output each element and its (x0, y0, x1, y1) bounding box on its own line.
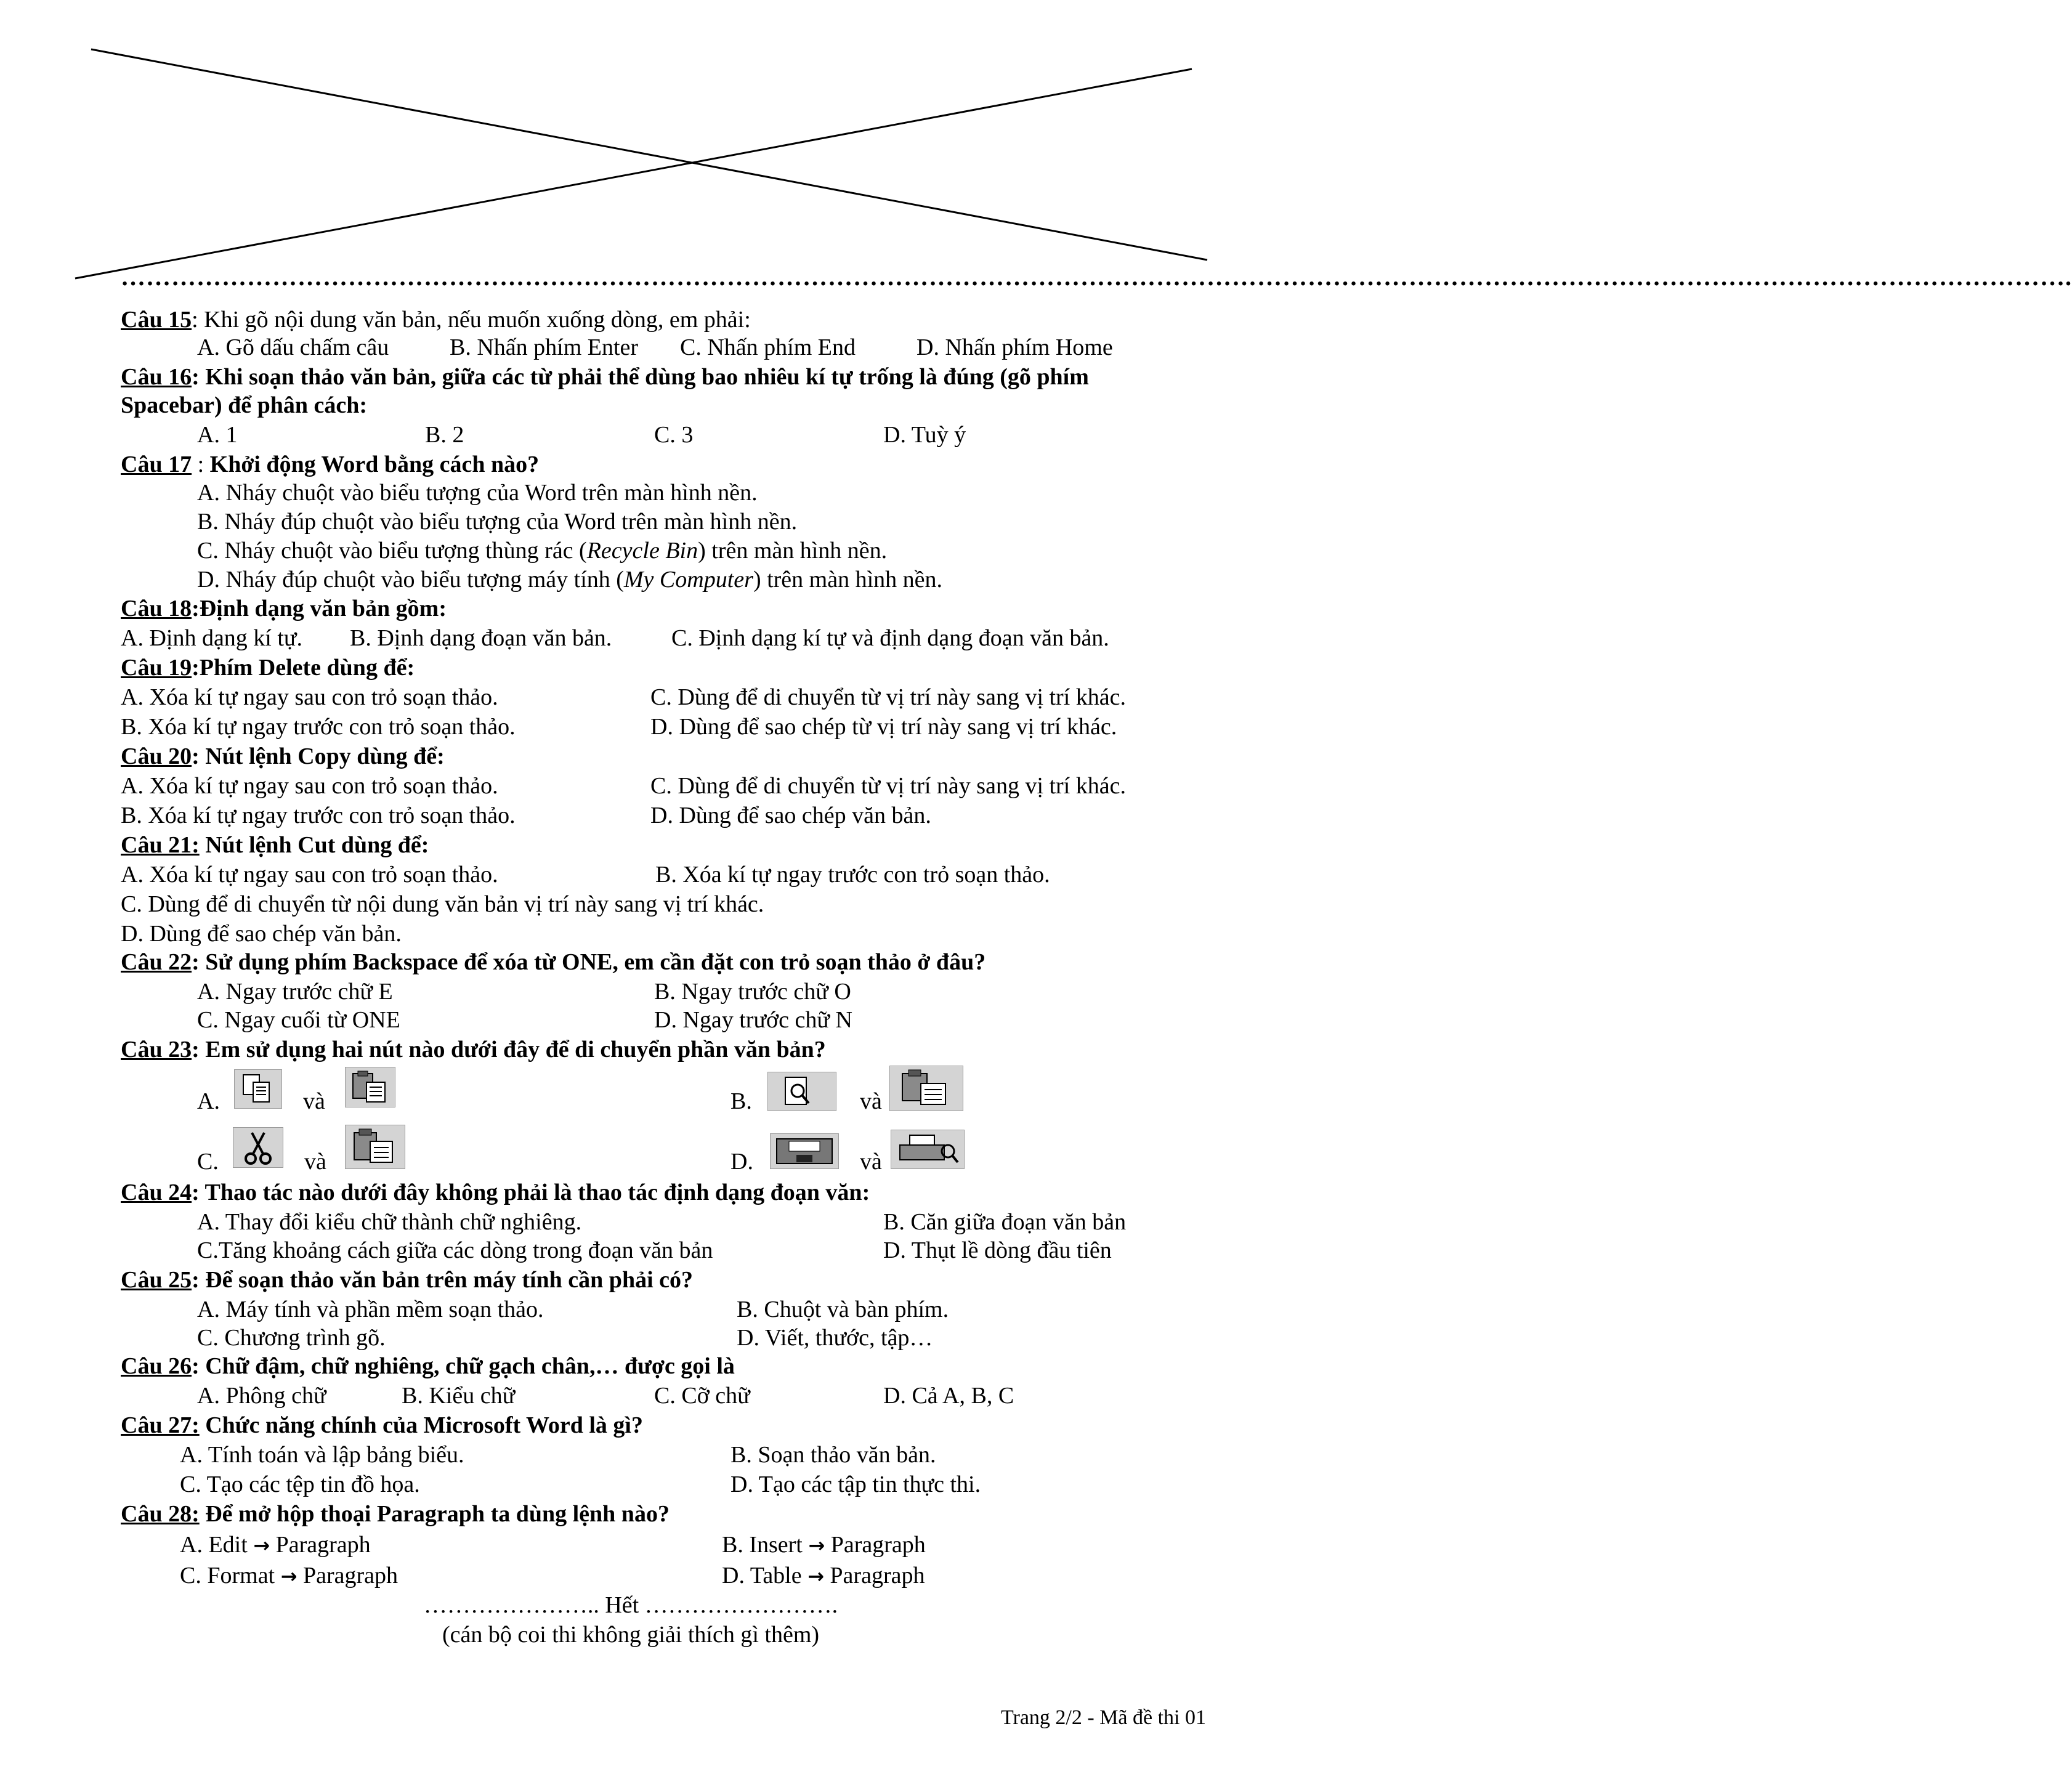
question-text: : Khi soạn thảo văn bản, giữa các từ phải thể dùng bao nhiêu kí tự trống là đúng (gõ phím (192, 364, 1089, 390)
question-text: Khởi động Word bằng cách nào? (209, 451, 540, 477)
q15-option-d: D. Nhấn phím Home (917, 334, 1113, 360)
q18-option-a: A. Định dạng kí tự. (121, 625, 303, 651)
cross-line-2 (75, 69, 1192, 278)
q25-option-a: A. Máy tính và phần mềm soạn thảo. (197, 1297, 544, 1322)
crossed-out-area (0, 0, 2072, 296)
q15-option-b: B. Nhấn phím Enter (450, 334, 639, 360)
question-17 (121, 451, 539, 478)
question-28 (121, 1500, 670, 1528)
q28-option-c (180, 1562, 398, 1590)
question-text: : Nút lệnh Copy dùng để: (192, 743, 445, 769)
question-text: : Thao tác nào dưới đây không phải là thao tác định dạng đoạn văn: (192, 1180, 870, 1205)
question-label: Câu 21: (121, 832, 200, 858)
question-text: : Sử dụng phím Backspace để xóa từ ONE, em cần đặt con trỏ soạn thảo ở đâu? (192, 949, 986, 975)
question-label: Câu 24 (121, 1180, 192, 1205)
question-label: Câu 15 (121, 307, 192, 333)
option-text: B. Insert (722, 1532, 809, 1558)
q26-option-d: D. Cả A, B, C (883, 1383, 1014, 1409)
separator: : (192, 451, 210, 477)
and-text: và (860, 1088, 882, 1114)
q27-option-b: B. Soạn thảo văn bản. (730, 1442, 936, 1468)
q19-option-d: D. Dùng để sao chép từ vị trí này sang vị trí khác. (650, 714, 1117, 740)
q27-option-d: D. Tạo các tập tin thực thi. (730, 1471, 981, 1497)
q25-option-b: B. Chuột và bàn phím. (737, 1297, 949, 1322)
q24-option-b: B. Căn giữa đoạn văn bản (883, 1209, 1127, 1235)
and-text: và (304, 1149, 326, 1175)
q21-option-a: A. Xóa kí tự ngay sau con trỏ soạn thảo. (121, 862, 498, 888)
page-footer: Trang 2/2 - Mã đề thi 01 (1000, 1706, 1206, 1729)
print-preview-icon (767, 1072, 836, 1111)
q17-option-c (197, 537, 887, 564)
question-label: Câu 19 (121, 655, 192, 681)
q18-option-c: C. Định dạng kí tự và định dạng đoạn văn bản. (671, 625, 1109, 651)
question-text: : Để soạn thảo văn bản trên máy tính cần phải có? (192, 1267, 693, 1293)
dotted-separator: ……………………………………………………………………………………………………………………………………………………………………………………………………………. (121, 263, 2072, 291)
question-25 (121, 1266, 693, 1293)
q19-option-a: A. Xóa kí tự ngay sau con trỏ soạn thảo. (121, 684, 498, 710)
q23-option-d: D. (730, 1149, 753, 1175)
question-label: Câu 23 (121, 1037, 192, 1062)
question-text: : Chữ đậm, chữ nghiêng, chữ gạch chân,… được gọi là (192, 1353, 735, 1379)
q18-option-b: B. Định dạng đoạn văn bản. (350, 625, 612, 651)
paste-icon (889, 1066, 963, 1111)
option-text: ) trên màn hình nền. (753, 567, 943, 593)
question-label: Câu 17 (121, 451, 192, 477)
question-16 (121, 363, 1089, 391)
q26-option-b: B. Kiểu chữ (402, 1383, 516, 1409)
question-16-cont: Spacebar) để phân cách: (121, 392, 368, 418)
question-text: :Phím Delete dùng để: (192, 655, 415, 681)
paste-icon (345, 1067, 395, 1107)
question-label: Câu 22 (121, 949, 192, 975)
q25-option-d: D. Viết, thước, tập… (737, 1325, 933, 1351)
question-23 (121, 1036, 826, 1063)
and-text: và (860, 1149, 882, 1175)
q28-option-b (722, 1531, 926, 1559)
question-label: Câu 20 (121, 743, 192, 769)
q24-option-a: A. Thay đổi kiểu chữ thành chữ nghiêng. (197, 1209, 582, 1235)
q23-option-c: C. (197, 1149, 219, 1175)
arrow-right-icon: → (253, 1534, 270, 1557)
q22-option-a: A. Ngay trước chữ E (197, 979, 393, 1005)
save-icon (770, 1133, 839, 1169)
q17-option-b: B. Nháy đúp chuột vào biểu tượng của Word trên màn hình nền. (197, 509, 798, 535)
q22-option-c: C. Ngay cuối từ ONE (197, 1007, 400, 1033)
question-19 (121, 654, 415, 681)
option-text: C. Format (180, 1563, 281, 1589)
question-text: Để mở hộp thoại Paragraph ta dùng lệnh nào? (199, 1501, 670, 1527)
q23-option-a: A. (197, 1088, 220, 1114)
q28-option-d (722, 1562, 925, 1590)
question-22 (121, 949, 985, 976)
q15-option-c: C. Nhấn phím End (680, 334, 856, 360)
option-text: D. Nháy đúp chuột vào biểu tượng máy tính ( (197, 567, 624, 593)
question-label: Câu 18 (121, 596, 192, 621)
question-text: : Em sử dụng hai nút nào dưới đây để di chuyển phần văn bản? (192, 1037, 826, 1062)
option-text: C. Nháy chuột vào biểu tượng thùng rác ( (197, 538, 587, 564)
option-text: D. Table (722, 1563, 808, 1589)
q22-option-d: D. Ngay trước chữ N (654, 1007, 852, 1033)
question-21 (121, 832, 429, 859)
q16-option-a: A. 1 (197, 422, 238, 448)
option-text: A. Edit (180, 1532, 254, 1558)
question-15 (121, 306, 751, 333)
q24-option-d: D. Thụt lề dòng đầu tiên (883, 1237, 1112, 1263)
question-text: : Khi gõ nội dung văn bản, nếu muốn xuống dòng, em phải: (192, 307, 751, 333)
question-text: Chức năng chính của Microsoft Word là gì? (199, 1412, 643, 1438)
question-text: Nút lệnh Cut dùng để: (199, 832, 429, 858)
option-text: Paragraph (824, 1563, 925, 1589)
option-italic: My Computer (623, 567, 753, 593)
question-24 (121, 1179, 870, 1206)
q17-option-a: A. Nháy chuột vào biểu tượng của Word trên màn hình nền. (197, 480, 758, 506)
q22-option-b: B. Ngay trước chữ O (654, 979, 851, 1005)
arrow-right-icon: → (280, 1564, 297, 1588)
cross-line-1 (91, 49, 1207, 260)
question-26 (121, 1353, 735, 1380)
question-18 (121, 595, 447, 622)
q16-option-c: C. 3 (654, 422, 694, 448)
q28-option-a (180, 1531, 371, 1559)
cut-icon (233, 1127, 283, 1168)
copy-icon (234, 1069, 282, 1109)
q19-option-c: C. Dùng để di chuyển từ vị trí này sang vị trí khác. (650, 684, 1127, 710)
q27-option-c: C. Tạo các tệp tin đồ họa. (180, 1471, 420, 1497)
print-icon (891, 1130, 965, 1169)
proctor-note: (cán bộ coi thi không giải thích gì thêm) (442, 1622, 820, 1648)
q21-option-b: B. Xóa kí tự ngay trước con trỏ soạn thảo. (655, 862, 1050, 888)
q19-option-b: B. Xóa kí tự ngay trước con trỏ soạn thảo. (121, 714, 516, 740)
end-marker: ………………….. Hết ……………………. (423, 1592, 838, 1618)
option-text: Paragraph (270, 1532, 371, 1558)
option-text: Paragraph (297, 1563, 398, 1589)
question-27 (121, 1412, 643, 1439)
paste-icon (345, 1125, 405, 1169)
option-text: ) trên màn hình nền. (698, 538, 888, 564)
question-label: Câu 27: (121, 1412, 200, 1438)
arrow-right-icon: → (808, 1534, 825, 1557)
q20-option-a: A. Xóa kí tự ngay sau con trỏ soạn thảo. (121, 773, 498, 799)
option-text: Paragraph (825, 1532, 926, 1558)
q16-option-b: B. 2 (425, 422, 464, 448)
question-text: :Định dạng văn bản gồm: (192, 596, 447, 621)
q20-option-b: B. Xóa kí tự ngay trước con trỏ soạn thảo. (121, 803, 516, 828)
question-label: Câu 26 (121, 1353, 192, 1379)
q26-option-a: A. Phông chữ (197, 1383, 326, 1409)
q21-option-d: D. Dùng để sao chép văn bản. (121, 921, 402, 947)
q20-option-d: D. Dùng để sao chép văn bản. (650, 803, 931, 828)
option-italic: Recycle Bin (586, 538, 698, 564)
q20-option-c: C. Dùng để di chuyển từ vị trí này sang vị trí khác. (650, 773, 1127, 799)
q24-option-c: C.Tăng khoảng cách giữa các dòng trong đoạn văn bản (197, 1237, 713, 1263)
q17-option-d (197, 566, 942, 593)
q16-option-d: D. Tuỳ ý (883, 422, 966, 448)
question-label: Câu 16 (121, 364, 192, 390)
q25-option-c: C. Chương trình gõ. (197, 1325, 386, 1351)
question-20 (121, 743, 445, 770)
q23-option-b: B. (730, 1088, 752, 1114)
question-label: Câu 28: (121, 1501, 200, 1527)
q21-option-c: C. Dùng để di chuyển từ nội dung văn bản vị trí này sang vị trí khác. (121, 891, 764, 917)
q26-option-c: C. Cỡ chữ (654, 1383, 750, 1409)
and-text: và (303, 1088, 325, 1114)
q15-option-a: A. Gõ dấu chấm câu (197, 334, 389, 360)
q27-option-a: A. Tính toán và lập bảng biểu. (180, 1442, 464, 1468)
question-label: Câu 25 (121, 1267, 192, 1293)
arrow-right-icon: → (807, 1564, 824, 1588)
